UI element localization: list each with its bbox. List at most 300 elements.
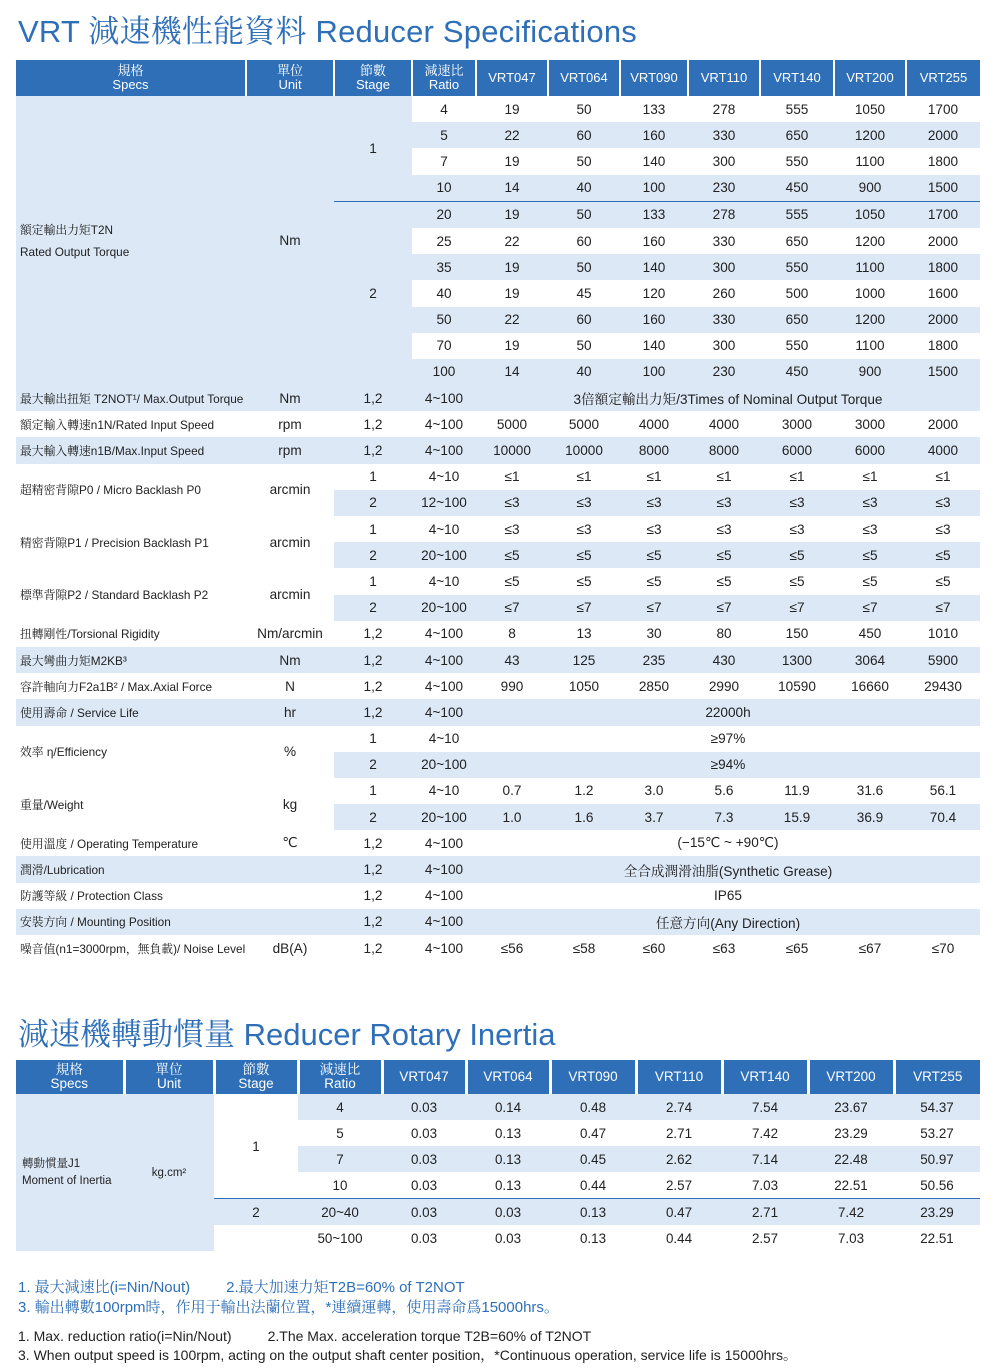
stage-cell: 1 xyxy=(334,726,412,752)
value-cell: 650 xyxy=(760,228,834,254)
value-cell: ≤1 xyxy=(548,464,620,490)
value-cell: 14 xyxy=(476,359,548,385)
value-cell: 8000 xyxy=(688,437,760,463)
protection-class-row xyxy=(16,883,980,909)
value-cell: 0.13 xyxy=(466,1172,550,1199)
value-cell: 40 xyxy=(548,175,620,202)
value-cell: 278 xyxy=(688,96,760,122)
unit-cell: % xyxy=(246,726,334,778)
value-cell: 23.29 xyxy=(894,1199,980,1226)
value-cell: 0.03 xyxy=(466,1225,550,1251)
note-cn-2: 2.最大加速力矩T2B=60% of T2NOT xyxy=(226,1279,465,1296)
value-cell: 0.03 xyxy=(382,1094,466,1120)
value-cell: 133 xyxy=(620,201,688,228)
torsional-rigidity-row-label: 扭轉剛性/Torsional Rigidity xyxy=(16,621,246,647)
value-cell: ≤5 xyxy=(906,568,980,594)
ratio-cell: 12~100 xyxy=(412,490,476,516)
value-cell: 120 xyxy=(620,280,688,306)
value-cell: ≤7 xyxy=(688,595,760,621)
value-cell: 1000 xyxy=(834,280,906,306)
stage-cell: 2 xyxy=(334,201,412,385)
value-cell: 330 xyxy=(688,228,760,254)
ratio-cell: 4 xyxy=(412,96,476,122)
value-cell: 5900 xyxy=(906,647,980,673)
efficiency-row-value: ≥97% xyxy=(476,726,980,752)
value-cell: 555 xyxy=(760,201,834,228)
value-cell: 3000 xyxy=(760,411,834,437)
value-cell: 0.03 xyxy=(382,1120,466,1146)
lubrication-row-value: 全合成潤滑油脂(Synthetic Grease) xyxy=(476,856,980,882)
value-cell: 60 xyxy=(548,122,620,148)
stage-cell: 2 xyxy=(214,1199,298,1226)
stage-cell-empty xyxy=(214,1225,298,1251)
operating-temperature-row-value: (−15℃ ~ +90℃) xyxy=(476,830,980,856)
value-cell: ≤5 xyxy=(834,542,906,568)
value-cell: 0.45 xyxy=(550,1146,636,1172)
value-cell: 1100 xyxy=(834,254,906,280)
unit-cell: arcmin xyxy=(246,464,334,516)
unit-cell: Nm xyxy=(246,385,334,411)
value-cell: 100 xyxy=(620,175,688,202)
value-cell: 0.44 xyxy=(550,1172,636,1199)
max-axial-force-row xyxy=(16,673,980,699)
value-cell: 0.03 xyxy=(382,1146,466,1172)
header-model: VRT200 xyxy=(834,60,906,96)
value-cell: 36.9 xyxy=(834,804,906,830)
spec-header-row xyxy=(16,60,980,96)
value-cell: 22 xyxy=(476,122,548,148)
stage-cell: 1 xyxy=(334,464,412,490)
torque-row xyxy=(16,96,980,122)
value-cell: ≤63 xyxy=(688,935,760,961)
unit-cell: arcmin xyxy=(246,568,334,620)
inertia-header-model: VRT090 xyxy=(550,1060,636,1094)
value-cell: ≤7 xyxy=(476,595,548,621)
note-en-1: 1. Max. reduction ratio(i=Nin/Nout) xyxy=(18,1328,232,1344)
value-cell: ≤5 xyxy=(906,542,980,568)
value-cell: 22.48 xyxy=(808,1146,894,1172)
unit-cell xyxy=(246,856,334,882)
stage-cell: 1,2 xyxy=(334,385,412,411)
service-life-row-value: 22000h xyxy=(476,699,980,725)
value-cell: ≤5 xyxy=(688,542,760,568)
value-cell: ≤1 xyxy=(620,464,688,490)
value-cell: ≤1 xyxy=(834,464,906,490)
value-cell: 3.0 xyxy=(620,778,688,804)
inertia-header-model: VRT110 xyxy=(636,1060,722,1094)
value-cell: 23.67 xyxy=(808,1094,894,1120)
value-cell: 140 xyxy=(620,148,688,174)
value-cell: 1100 xyxy=(834,148,906,174)
value-cell: 0.48 xyxy=(550,1094,636,1120)
value-cell: 450 xyxy=(834,621,906,647)
value-cell: 5000 xyxy=(476,411,548,437)
ratio-cell: 50 xyxy=(412,307,476,333)
stage-cell: 2 xyxy=(334,752,412,778)
header-specs: 規格 Specs xyxy=(16,60,246,96)
noise-level-row xyxy=(16,935,980,961)
stage-cell: 1 xyxy=(334,516,412,542)
value-cell: ≤7 xyxy=(620,595,688,621)
precision-backlash-row xyxy=(16,516,980,542)
value-cell: 1800 xyxy=(906,148,980,174)
stage-cell: 1,2 xyxy=(334,699,412,725)
max-axial-force-row-label: 容許軸向力F2a1B² / Max.Axial Force xyxy=(16,673,246,699)
unit-cell: ℃ xyxy=(246,830,334,856)
ratio-cell: 4~100 xyxy=(412,935,476,961)
value-cell: 160 xyxy=(620,307,688,333)
unit-cell: hr xyxy=(246,699,334,725)
value-cell: 0.13 xyxy=(466,1120,550,1146)
value-cell: 5.6 xyxy=(688,778,760,804)
protection-class-row-label: 防護等級 / Protection Class xyxy=(16,883,246,909)
value-cell: ≤5 xyxy=(476,542,548,568)
header-model: VRT255 xyxy=(906,60,980,96)
value-cell: 1100 xyxy=(834,333,906,359)
unit-cell: Nm/arcmin xyxy=(246,621,334,647)
value-cell: 0.03 xyxy=(382,1199,466,1226)
mounting-position-row-label: 安裝方向 / Mounting Position xyxy=(16,909,246,935)
header-unit: 單位 Unit xyxy=(246,60,334,96)
value-cell: 8 xyxy=(476,621,548,647)
value-cell: 0.13 xyxy=(550,1225,636,1251)
value-cell: 54.37 xyxy=(894,1094,980,1120)
inertia-header-model: VRT200 xyxy=(808,1060,894,1094)
ratio-cell: 10 xyxy=(412,175,476,202)
value-cell: 10590 xyxy=(760,673,834,699)
value-cell: 2.57 xyxy=(636,1172,722,1199)
inertia-header-unit: 單位 Unit xyxy=(124,1060,214,1094)
protection-class-row-value: IP65 xyxy=(476,883,980,909)
value-cell: ≤3 xyxy=(760,490,834,516)
value-cell: 555 xyxy=(760,96,834,122)
unit-cell: rpm xyxy=(246,411,334,437)
value-cell: 45 xyxy=(548,280,620,306)
value-cell: 1.2 xyxy=(548,778,620,804)
value-cell: 500 xyxy=(760,280,834,306)
value-cell: ≤3 xyxy=(834,516,906,542)
value-cell: 0.03 xyxy=(466,1199,550,1226)
value-cell: 19 xyxy=(476,254,548,280)
value-cell: 140 xyxy=(620,254,688,280)
micro-backlash-row xyxy=(16,464,980,490)
value-cell: 2000 xyxy=(906,411,980,437)
operating-temperature-row-label: 使用溫度 / Operating Temperature xyxy=(16,830,246,856)
ratio-cell: 4~100 xyxy=(412,883,476,909)
inertia-header-model: VRT047 xyxy=(382,1060,466,1094)
unit-cell: kg xyxy=(246,778,334,830)
value-cell: 1500 xyxy=(906,359,980,385)
value-cell: 2.57 xyxy=(722,1225,808,1251)
value-cell: 133 xyxy=(620,96,688,122)
value-cell: 235 xyxy=(620,647,688,673)
value-cell: 22.51 xyxy=(808,1172,894,1199)
unit-cell: Nm xyxy=(246,96,334,385)
value-cell: 2000 xyxy=(906,307,980,333)
value-cell: ≤3 xyxy=(906,516,980,542)
value-cell: 2.71 xyxy=(722,1199,808,1226)
value-cell: 1300 xyxy=(760,647,834,673)
service-life-row xyxy=(16,699,980,725)
rated-input-speed-row-label: 額定輸入轉速n1N/Rated Input Speed xyxy=(16,411,246,437)
value-cell: 1.0 xyxy=(476,804,548,830)
value-cell: 330 xyxy=(688,307,760,333)
value-cell: 29430 xyxy=(906,673,980,699)
value-cell: 19 xyxy=(476,333,548,359)
value-cell: 50.97 xyxy=(894,1146,980,1172)
value-cell: 330 xyxy=(688,122,760,148)
rated-input-speed-row xyxy=(16,411,980,437)
value-cell: 50 xyxy=(548,201,620,228)
value-cell: ≤3 xyxy=(688,516,760,542)
value-cell: 1200 xyxy=(834,307,906,333)
standard-backlash-row xyxy=(16,568,980,594)
value-cell: ≤1 xyxy=(688,464,760,490)
noise-level-row-label: 噪音值(n1=3000rpm，無負載)/ Noise Level xyxy=(16,935,246,961)
value-cell: ≤1 xyxy=(760,464,834,490)
value-cell: 53.27 xyxy=(894,1120,980,1146)
max-input-speed-row-label: 最大輸入轉速n1B/Max.Input Speed xyxy=(16,437,246,463)
value-cell: 50 xyxy=(548,148,620,174)
header-model: VRT090 xyxy=(620,60,688,96)
value-cell: 430 xyxy=(688,647,760,673)
value-cell: 19 xyxy=(476,148,548,174)
stage-cell: 1 xyxy=(334,778,412,804)
value-cell: 2000 xyxy=(906,228,980,254)
value-cell: 22 xyxy=(476,228,548,254)
torsional-rigidity-row xyxy=(16,621,980,647)
value-cell: 4000 xyxy=(906,437,980,463)
ratio-cell: 100 xyxy=(412,359,476,385)
value-cell: 100 xyxy=(620,359,688,385)
value-cell: 550 xyxy=(760,148,834,174)
mounting-position-row xyxy=(16,909,980,935)
efficiency-row xyxy=(16,726,980,752)
value-cell: ≤7 xyxy=(548,595,620,621)
inertia-header-model: VRT140 xyxy=(722,1060,808,1094)
stage-cell: 1,2 xyxy=(334,935,412,961)
value-cell: ≤60 xyxy=(620,935,688,961)
value-cell: ≤5 xyxy=(476,568,548,594)
label-en: Moment of Inertia xyxy=(22,1174,112,1187)
value-cell: 4000 xyxy=(688,411,760,437)
stage-cell: 1,2 xyxy=(334,830,412,856)
ratio-cell: 4~100 xyxy=(412,830,476,856)
header-model: VRT110 xyxy=(688,60,760,96)
value-cell: 80 xyxy=(688,621,760,647)
value-cell: 31.6 xyxy=(834,778,906,804)
stage-cell: 1,2 xyxy=(334,437,412,463)
unit-cell xyxy=(246,883,334,909)
ratio-cell: 40 xyxy=(412,280,476,306)
value-cell: ≤3 xyxy=(476,516,548,542)
inertia-header-model: VRT064 xyxy=(466,1060,550,1094)
unit-cell xyxy=(246,909,334,935)
ratio-cell: 50~100 xyxy=(298,1225,382,1251)
value-cell: 70.4 xyxy=(906,804,980,830)
max-bending-moment-row-label: 最大彎曲力矩M2KB³ xyxy=(16,647,246,673)
ratio-cell: 4~100 xyxy=(412,699,476,725)
value-cell: 7.03 xyxy=(722,1172,808,1199)
value-cell: 14 xyxy=(476,175,548,202)
inertia-row xyxy=(16,1094,980,1120)
ratio-cell: 70 xyxy=(412,333,476,359)
note-cn-1: 1. 最大減速比(i=Nin/Nout) xyxy=(18,1279,191,1296)
service-life-row-label: 使用壽命 / Service Life xyxy=(16,699,246,725)
stage-cell: 1,2 xyxy=(334,909,412,935)
value-cell: 300 xyxy=(688,148,760,174)
moment-of-inertia-label xyxy=(16,1094,124,1251)
stage-cell: 1 xyxy=(214,1094,298,1199)
value-cell: 2850 xyxy=(620,673,688,699)
value-cell: 7.42 xyxy=(808,1199,894,1226)
ratio-cell: 4~100 xyxy=(412,909,476,935)
spec-table xyxy=(16,60,980,961)
max-bending-moment-row xyxy=(16,647,980,673)
value-cell: ≤7 xyxy=(760,595,834,621)
value-cell: 8000 xyxy=(620,437,688,463)
value-cell: 10000 xyxy=(476,437,548,463)
value-cell: 0.13 xyxy=(466,1146,550,1172)
value-cell: 2.74 xyxy=(636,1094,722,1120)
standard-backlash-row-label: 標準背隙P2 / Standard Backlash P2 xyxy=(16,568,246,620)
value-cell: 900 xyxy=(834,175,906,202)
value-cell: 450 xyxy=(760,175,834,202)
value-cell: 1050 xyxy=(834,96,906,122)
ratio-cell: 20 xyxy=(412,201,476,228)
value-cell: 0.03 xyxy=(382,1172,466,1199)
value-cell: ≤3 xyxy=(620,516,688,542)
value-cell: 40 xyxy=(548,359,620,385)
stage-cell: 1,2 xyxy=(334,883,412,909)
spec-title: VRT 減速機性能資料 Reducer Specifications xyxy=(18,14,637,49)
value-cell: 650 xyxy=(760,307,834,333)
value-cell: 23.29 xyxy=(808,1120,894,1146)
value-cell: 550 xyxy=(760,333,834,359)
value-cell: 125 xyxy=(548,647,620,673)
inertia-title: 減速機轉動慣量 Reducer Rotary Inertia xyxy=(18,1017,556,1052)
value-cell: 0.14 xyxy=(466,1094,550,1120)
label-cn: 轉動慣量J1 xyxy=(22,1157,81,1170)
value-cell: 50 xyxy=(548,96,620,122)
ratio-cell: 4~10 xyxy=(412,568,476,594)
value-cell: 7.03 xyxy=(808,1225,894,1251)
value-cell: ≤3 xyxy=(688,490,760,516)
ratio-cell: 7 xyxy=(412,148,476,174)
value-cell: ≤5 xyxy=(620,568,688,594)
value-cell: 1700 xyxy=(906,96,980,122)
value-cell: 7.42 xyxy=(722,1120,808,1146)
value-cell: 2990 xyxy=(688,673,760,699)
value-cell: ≤3 xyxy=(760,516,834,542)
value-cell: 5000 xyxy=(548,411,620,437)
value-cell: 15.9 xyxy=(760,804,834,830)
value-cell: ≤5 xyxy=(620,542,688,568)
inertia-header-stage: 節數 Stage xyxy=(214,1060,298,1094)
value-cell: ≤56 xyxy=(476,935,548,961)
ratio-cell: 4 xyxy=(298,1094,382,1120)
value-cell: ≤65 xyxy=(760,935,834,961)
ratio-cell: 4~10 xyxy=(412,778,476,804)
ratio-cell: 4~10 xyxy=(412,464,476,490)
ratio-cell: 4~10 xyxy=(412,726,476,752)
value-cell: ≤1 xyxy=(476,464,548,490)
unit-cell: dB(A) xyxy=(246,935,334,961)
ratio-cell: 4~100 xyxy=(412,437,476,463)
value-cell: 6000 xyxy=(760,437,834,463)
unit-cell: N xyxy=(246,673,334,699)
value-cell: 230 xyxy=(688,359,760,385)
value-cell: 0.47 xyxy=(550,1120,636,1146)
value-cell: 7.3 xyxy=(688,804,760,830)
value-cell: 0.03 xyxy=(382,1225,466,1251)
value-cell: 0.7 xyxy=(476,778,548,804)
weight-row xyxy=(16,778,980,804)
ratio-cell: 4~100 xyxy=(412,411,476,437)
header-model: VRT064 xyxy=(548,60,620,96)
ratio-cell: 35 xyxy=(412,254,476,280)
stage-cell: 2 xyxy=(334,542,412,568)
value-cell: ≤3 xyxy=(906,490,980,516)
value-cell: 13 xyxy=(548,621,620,647)
value-cell: ≤3 xyxy=(620,490,688,516)
value-cell: ≤3 xyxy=(834,490,906,516)
value-cell: 7.14 xyxy=(722,1146,808,1172)
stage-cell: 2 xyxy=(334,595,412,621)
value-cell: 4000 xyxy=(620,411,688,437)
lubrication-row-label: 潤滑/Lubrication xyxy=(16,856,246,882)
efficiency-row-value: ≥94% xyxy=(476,752,980,778)
ratio-cell: 20~40 xyxy=(298,1199,382,1226)
value-cell: 650 xyxy=(760,122,834,148)
note-cn-3: 3. 輸出轉數100rpm時，作用于輸出法蘭位置，*連續運轉，使用壽命爲15000hrs。 xyxy=(18,1299,559,1316)
ratio-cell: 20~100 xyxy=(412,752,476,778)
ratio-cell: 20~100 xyxy=(412,595,476,621)
header-ratio: 減速比 Ratio xyxy=(412,60,476,96)
ratio-cell: 25 xyxy=(412,228,476,254)
value-cell: 56.1 xyxy=(906,778,980,804)
stage-cell: 1 xyxy=(334,96,412,201)
stage-cell: 1,2 xyxy=(334,621,412,647)
unit-cell: Nm xyxy=(246,647,334,673)
value-cell: ≤5 xyxy=(548,542,620,568)
value-cell: 11.9 xyxy=(760,778,834,804)
mounting-position-row-value: 任意方向(Any Direction) xyxy=(476,909,980,935)
stage-cell: 1 xyxy=(334,568,412,594)
value-cell: 450 xyxy=(760,359,834,385)
value-cell: 1050 xyxy=(834,201,906,228)
value-cell: ≤7 xyxy=(906,595,980,621)
operating-temperature-row xyxy=(16,830,980,856)
value-cell: 7.54 xyxy=(722,1094,808,1120)
value-cell: 30 xyxy=(620,621,688,647)
value-cell: 2000 xyxy=(906,122,980,148)
value-cell: 1200 xyxy=(834,228,906,254)
ratio-cell: 4~100 xyxy=(412,621,476,647)
inertia-header-row xyxy=(16,1060,980,1094)
value-cell: ≤5 xyxy=(760,542,834,568)
value-cell: 550 xyxy=(760,254,834,280)
value-cell: 260 xyxy=(688,280,760,306)
weight-row-label: 重量/Weight xyxy=(16,778,246,830)
value-cell: 50.56 xyxy=(894,1172,980,1199)
max-output-torque-row xyxy=(16,385,980,411)
stage-cell: 2 xyxy=(334,490,412,516)
inertia-header-ratio: 減速比 Ratio xyxy=(298,1060,382,1094)
stage-cell: 1,2 xyxy=(334,411,412,437)
value-cell: 1010 xyxy=(906,621,980,647)
note-en-2: 2.The Max. acceleration torque T2B=60% of T2NOT xyxy=(267,1328,592,1344)
